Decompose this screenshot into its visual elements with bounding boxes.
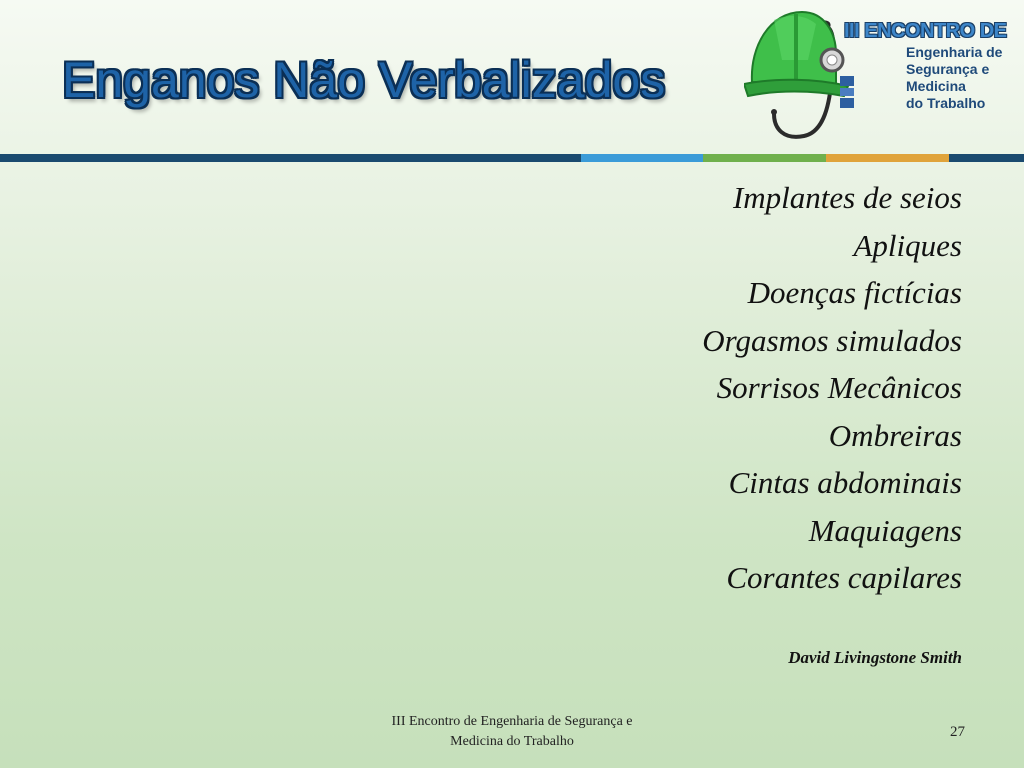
header-divider — [0, 154, 1024, 162]
event-logo — [744, 4, 1016, 144]
list-item: Corantes capilares — [726, 560, 962, 595]
list-item: Ombreiras — [828, 417, 962, 453]
logo-line-5: do Trabalho — [906, 95, 986, 111]
page-number: 27 — [950, 724, 965, 740]
divider-segment-green — [703, 154, 826, 162]
divider-segment-blue — [581, 154, 703, 162]
slide-title: Enganos Não Verbalizados — [62, 52, 666, 108]
divider-segment-navy-end — [949, 154, 1024, 162]
logo-line-3: Segurança e — [906, 61, 990, 77]
hard-hat-stethoscope-icon — [744, 4, 854, 144]
list-item: Sorrisos Mecânicos — [716, 370, 962, 405]
logo-subtitle — [906, 44, 1002, 112]
logo-line-4: Medicina — [906, 78, 966, 94]
divider-segment-navy — [0, 154, 581, 162]
list-item: Cintas abdominais — [728, 465, 962, 500]
footer-line-2: Medicina do Trabalho — [450, 734, 574, 749]
list-item: Doenças fictícias — [747, 275, 962, 310]
list-item: Implantes de seios — [732, 180, 962, 215]
logo-line-2: Engenharia de — [906, 44, 1003, 60]
deception-list — [702, 174, 962, 602]
list-item: Apliques — [853, 227, 962, 263]
footer-line-1: III Encontro de Engenharia de Segurança e — [391, 714, 633, 729]
list-item: Orgasmos simulados — [702, 322, 962, 358]
list-item: Maquiagens — [808, 512, 962, 548]
slide-footer — [362, 712, 662, 752]
divider-segment-orange — [826, 154, 949, 162]
quote-attribution: David Livingstone Smith — [788, 648, 962, 667]
logo-heading: III ENCONTRO DE — [844, 20, 1007, 42]
